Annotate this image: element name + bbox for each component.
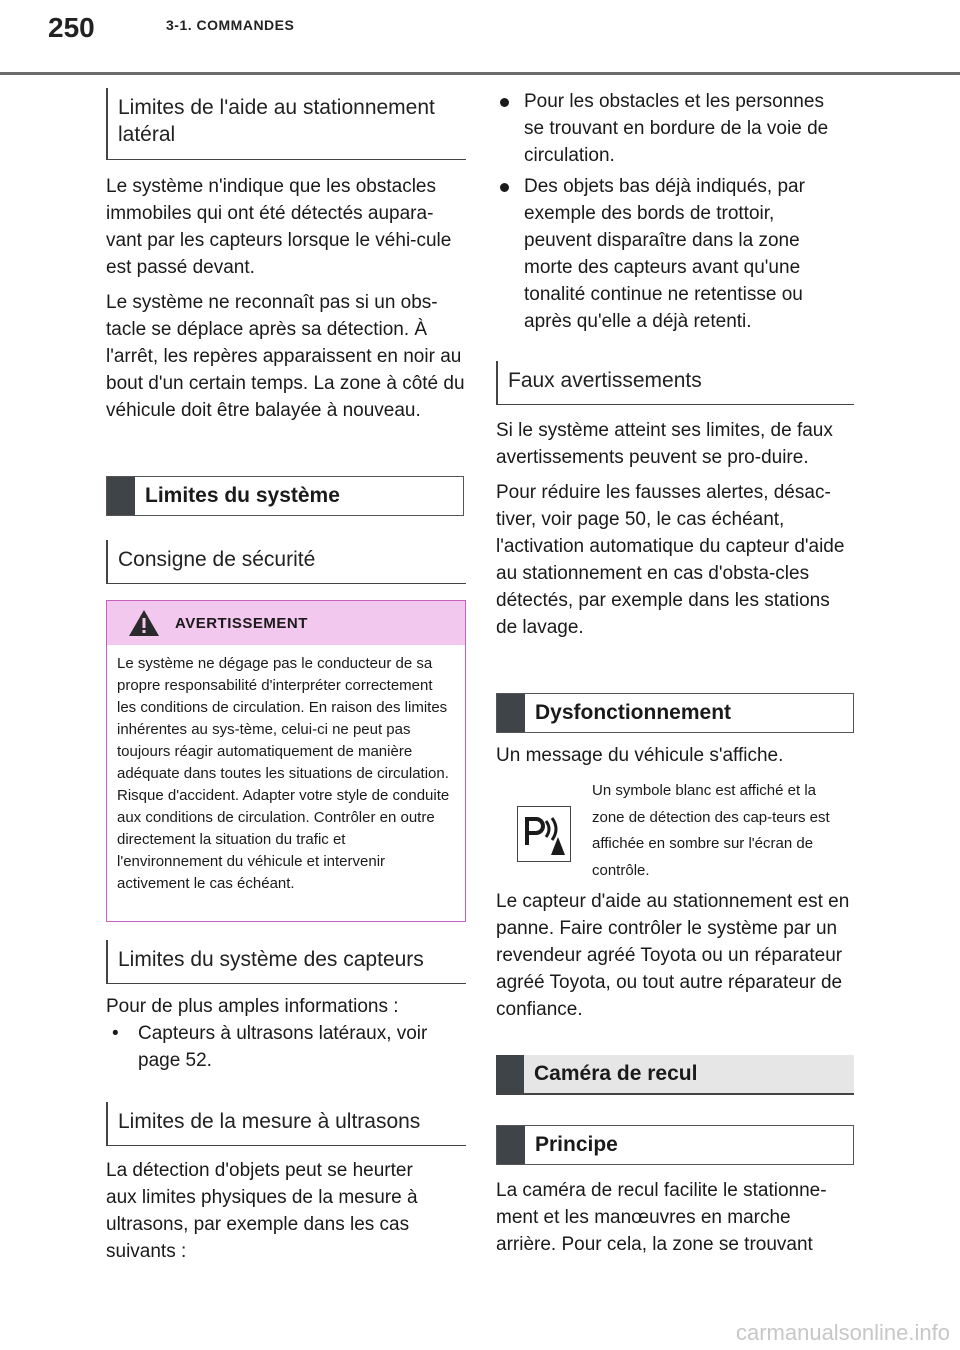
list-item-text: Pour les obstacles et les personnes se trouvant en bordure de la voie de circulation. [524, 91, 829, 166]
ultrasonic-text [106, 1157, 446, 1273]
section-bar [497, 1126, 525, 1164]
subheading-ultrasonic-limits: Limites de la mesure à ultrasons [106, 1102, 466, 1146]
sensor-info [106, 993, 466, 1074]
section-heading-label: Dysfonctionnement [535, 701, 732, 724]
false-warnings-text [496, 417, 846, 649]
warning-title: AVERTISSEMENT [175, 614, 308, 632]
paragraph: Le système ne reconnaît pas si un obs-tacle se déplace après sa détection. À l'arrêt, les repères apparaissent en noir au bout d'un certain temps. La zone à côté du véhicule doit être balayée à nouveau. [106, 292, 465, 421]
bullet-dot [496, 88, 524, 169]
warning-text: Le système ne dégage pas le conducteur de sa propre responsabilité d'interpréter correctement les conditions de circulation. En raison des limites inhérentes au sys-tème, celui-ci ne peut pas toujours réagir automatiquement de manière adéquate dans toutes les situations de circulation. Risque d'accident. Adapter votre style de conduite aux conditions de circulation. Contrôler en outre directement la situation du trafic et l'environnement du véhicule et intervenir activement le cas échéant. [117, 655, 450, 892]
icon-caption: Un symbole blanc est affiché et la zone de détection des cap-teurs est affichée en sombre sur l'écran de contrôle. [592, 782, 830, 879]
subheading-block [496, 361, 854, 405]
malfunction-text [496, 742, 846, 777]
list-item [496, 88, 846, 169]
section-bar [107, 477, 135, 515]
section-heading-principle [496, 1125, 854, 1165]
subheading-sensor-limits: Limites du système des capteurs [106, 940, 466, 984]
header-rule [0, 72, 960, 75]
section-bar [497, 694, 525, 732]
subheading-safety: Consigne de sécurité [106, 540, 466, 584]
chapter-title: 3-1. COMMANDES [166, 17, 295, 33]
rear-camera-text [496, 1177, 852, 1266]
list-item-text: Capteurs à ultrasons latéraux, voir page 52. [138, 1023, 428, 1071]
section-heading-rear-camera [496, 1055, 854, 1095]
watermark: carmanualsonline.info [735, 1320, 950, 1345]
section-heading-malfunction [496, 693, 854, 733]
bullet-dot [496, 173, 524, 335]
paragraph: Le système n'indique que les obstacles immobiles qui ont été détectés aupara-vant par les capteurs lorsque le véhi-cule est passé devant. [106, 176, 452, 278]
subheading-false-warnings: Faux avertissements [496, 361, 854, 405]
subheading-lateral-parking: Limites de l'aide au stationnement latéral [106, 88, 466, 160]
paragraph: Pour de plus amples informations : [106, 996, 399, 1017]
warning-header [107, 601, 465, 645]
section-heading-label: Principe [535, 1133, 618, 1156]
paragraph: Si le système atteint ses limites, de faux avertissements peuvent se pro-duire. [496, 420, 833, 468]
subheading-block [106, 940, 466, 984]
malfunction-details [496, 888, 851, 1031]
subheading-block [106, 540, 466, 584]
parking-sensor-icon [517, 806, 571, 862]
paragraph: La caméra de recul facilite le stationne-ment et les manœuvres en marche arrière. Pour cela, la zone se trouvant [496, 1180, 827, 1255]
section-heading-label: Caméra de recul [534, 1062, 698, 1085]
left-column [106, 88, 466, 432]
bullet-list [496, 88, 846, 339]
paragraph: Pour réduire les fausses alertes, désac-tiver, voir page 50, le cas échéant, l'activation automatique du capteur d'aide au stationnement en cas d'obsta-cles détectés, par exemple dans les stations de lavage. [496, 482, 845, 638]
warning-box [106, 600, 466, 922]
warning-triangle-icon [127, 608, 161, 638]
list-item [496, 173, 846, 335]
section-heading-label: Limites du système [145, 484, 340, 507]
paragraph: La détection d'objets peut se heurter aux limites physiques de la mesure à ultrasons, par exemple dans les cas suivants : [106, 1160, 418, 1262]
bullet-mark: • [112, 1023, 119, 1044]
paragraph: Le capteur d'aide au stationnement est en panne. Faire contrôler le système par un revendeur agréé Toyota ou un réparateur agréé Toyota, ou tout autre réparateur de confiance. [496, 891, 850, 1020]
section-heading-system-limits [106, 476, 464, 516]
list-item [106, 1020, 466, 1074]
paragraph: Un message du véhicule s'affiche. [496, 745, 784, 766]
subheading-block [106, 1102, 466, 1146]
page-number: 250 [48, 12, 95, 43]
section-bar [496, 1055, 524, 1093]
list-item-text: Des objets bas déjà indiqués, par exemple des bords de trottoir, peuvent disparaître dans la zone morte des capteurs avant qu'une tonalité continue ne retentisse ou après qu'elle a déjà retenti. [524, 176, 805, 332]
